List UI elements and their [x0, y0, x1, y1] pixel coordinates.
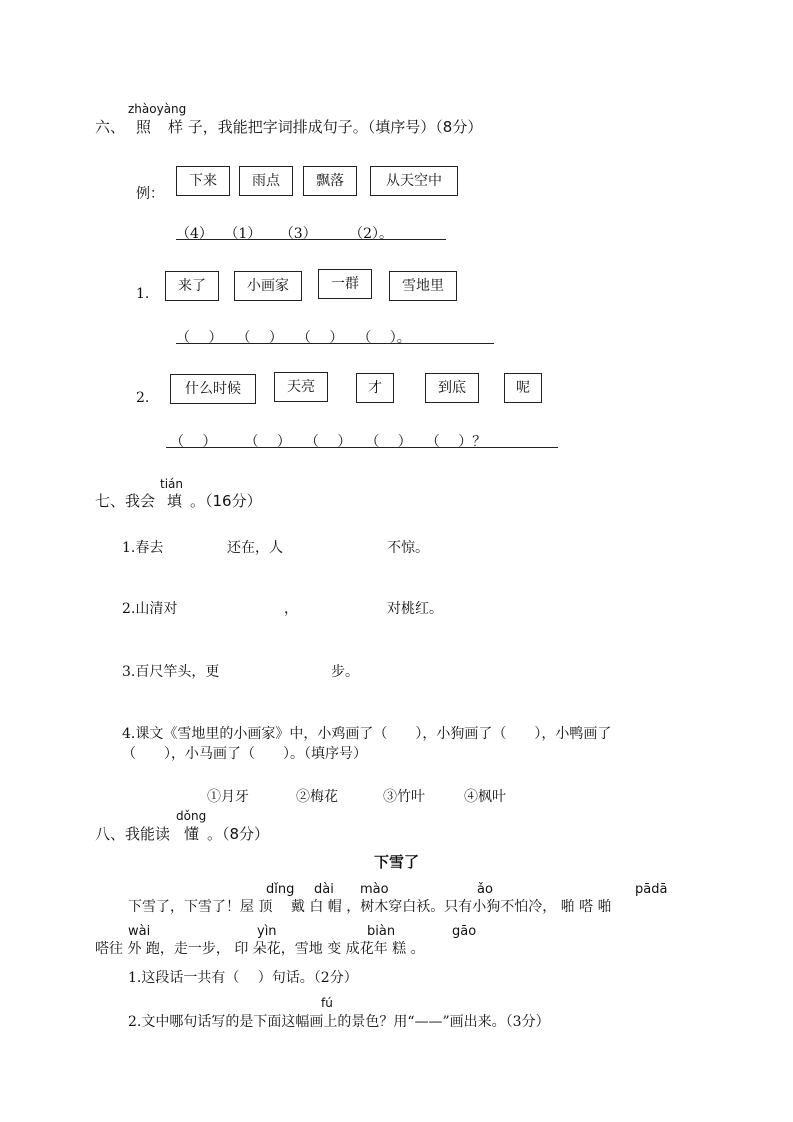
section-8-tail: 。（8分）: [207, 825, 270, 843]
q7-3-part-a: 3.百尺竿头，更: [122, 664, 220, 680]
q6-2-answer-underline: [166, 447, 558, 448]
q8-2: 2.文中哪句话写的是下面这幅画上的景色？用“——”画出来。（3分）: [128, 1014, 550, 1030]
section-6-number: 六、: [95, 118, 126, 136]
pinyin-bian: biàn: [367, 924, 396, 939]
q6-2-box-1: 什么时候: [170, 374, 256, 404]
q6-2-box-3: 才: [356, 373, 394, 403]
pinyin-zhaoyang: zhàoyàng: [128, 102, 187, 116]
q6-2-answer[interactable]: （ ） （ ） （ ） （ ） （ ）？: [170, 434, 487, 450]
pinyin-tian: tián: [160, 477, 183, 491]
q6-2-box-5: 呢: [504, 373, 542, 403]
q7-3-part-b: 步。: [331, 664, 359, 680]
pinyin-yin: yìn: [257, 924, 277, 939]
example-label: 例：: [136, 186, 164, 202]
section-7-char: 填: [167, 492, 183, 510]
q7-2-part-b: ，: [284, 601, 298, 617]
example-box-3: 飘落: [303, 166, 357, 196]
passage-line-1: 下雪了，下雪了！屋 顶 戴 白 帽 ，树木穿白袄。只有小狗不怕冷， 啪 嗒 啪: [128, 899, 612, 915]
pinyin-fu: fú: [321, 996, 333, 1010]
option-2: ②梅花: [296, 789, 338, 805]
q6-1-answer[interactable]: （ ） （ ） （ ） （ ）。: [176, 330, 411, 346]
q7-4-line-2: （ ），小马画了（ ）。（填序号）: [122, 746, 367, 762]
section-7-tail: 。（16分）: [190, 492, 262, 510]
option-1: ①月牙: [207, 789, 249, 805]
pinyin-ding: dǐng: [266, 882, 295, 897]
pinyin-wai: wài: [128, 924, 151, 939]
passage-title: 下雪了: [374, 853, 420, 871]
q6-1-box-3: 一群: [318, 269, 372, 299]
pinyin-mao: mào: [360, 882, 389, 897]
q6-1-box-2: 小画家: [234, 271, 302, 301]
q7-1-part-c: 不惊。: [387, 540, 429, 556]
q6-1-number: 1.: [136, 286, 150, 302]
pinyin-gao: gāo: [452, 924, 477, 939]
q6-1-box-1: 来了: [165, 271, 219, 301]
q7-2-part-a: 2.山清对: [122, 601, 178, 617]
q7-1-part-a: 1.春去: [122, 540, 164, 556]
section-8-head: 八、我能读: [95, 825, 171, 843]
q6-1-answer-underline: [176, 343, 494, 344]
example-box-2: 雨点: [239, 166, 293, 196]
pinyin-pada: pādā: [635, 882, 668, 897]
option-4: ④枫叶: [464, 789, 506, 805]
q7-1-part-b: 还在，人: [227, 540, 283, 556]
q6-1-box-4: 雪地里: [389, 271, 457, 301]
section-6-zhao: 照: [136, 118, 152, 136]
example-answer: （4） （1） （3） （2）。: [176, 226, 393, 242]
q8-1: 1.这段话一共有（ ）句话。（2分）: [128, 970, 358, 986]
section-7-head: 七、我会: [95, 492, 156, 510]
q7-2-part-c: 对桃红。: [387, 601, 443, 617]
option-3: ③竹叶: [383, 789, 425, 805]
passage-line-2: 嗒往 外 跑，走一步， 印 朵花，雪地 变 成花年 糕 。: [95, 941, 425, 957]
example-answer-underline: [176, 239, 446, 240]
section-6-heading: 样 子，我能把字词排成句子。（填序号）（8分）: [168, 118, 483, 136]
example-box-1: 下来: [176, 166, 230, 196]
q6-2-box-2: 天亮: [274, 372, 328, 402]
pinyin-dai: dài: [314, 882, 334, 897]
example-box-4: 从天空中: [370, 166, 458, 196]
pinyin-ao: ǎo: [477, 882, 493, 897]
q7-4-line-1: 4.课文《雪地里的小画家》中，小鸡画了（ ），小狗画了（ ），小鸭画了: [122, 726, 612, 742]
pinyin-dong: dǒng: [176, 809, 207, 823]
q6-2-box-4: 到底: [425, 373, 479, 403]
section-8-char: 懂: [184, 825, 200, 843]
q6-2-number: 2.: [136, 390, 150, 406]
